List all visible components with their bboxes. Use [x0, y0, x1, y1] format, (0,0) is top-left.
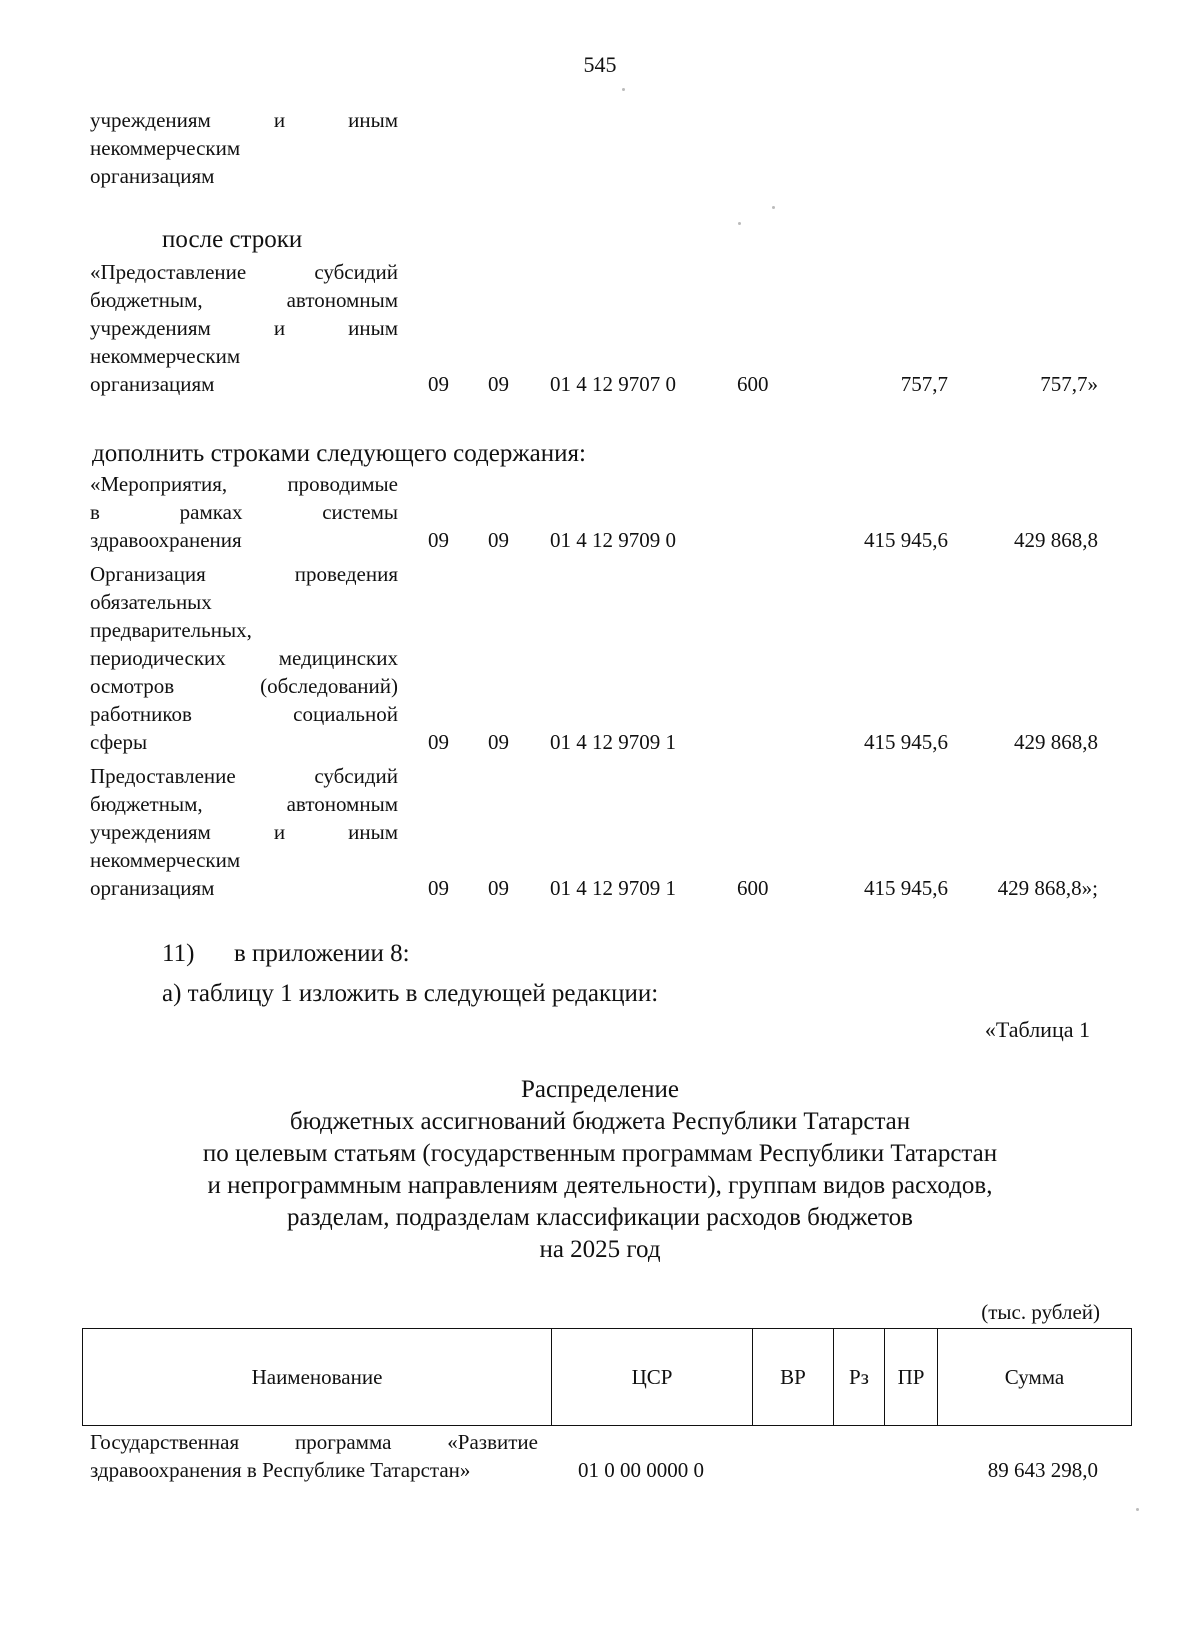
sum-2026-cell: 429 868,8 — [1014, 730, 1098, 754]
page-number: 545 — [583, 52, 617, 77]
add-rows-intro: дополнить строками следующего содержания: — [92, 440, 586, 467]
csr-cell: 01 4 12 9709 1 — [550, 730, 676, 754]
csr-cell: 01 4 12 9709 0 — [550, 528, 676, 552]
after-row-name — [90, 258, 398, 398]
header-rz: Рз — [834, 1329, 885, 1426]
header-pr: ПР — [885, 1329, 938, 1426]
name-line: «Мероприятия, проводимые — [90, 472, 398, 496]
name-line: некоммерческим — [90, 344, 241, 368]
rz-cell: 09 — [428, 876, 449, 900]
name-line: некоммерческим — [90, 848, 241, 872]
name-line: периодических медицинских — [90, 646, 398, 670]
sum-2025-cell: 415 945,6 — [864, 528, 948, 552]
scan-speck — [1136, 1508, 1139, 1511]
vr-cell: 600 — [737, 876, 769, 900]
scan-speck — [622, 88, 625, 91]
sum-2025-cell: 415 945,6 — [864, 876, 948, 900]
name-line: здравоохранения в Республике Татарстан» — [90, 1458, 471, 1482]
item-a-text: а) таблицу 1 изложить в следующей редакции: — [162, 980, 659, 1007]
program-row-name — [90, 1428, 538, 1484]
sum-2025-cell: 415 945,6 — [864, 730, 948, 754]
name-line: Государственная программа «Развитие — [90, 1430, 538, 1454]
pr-cell: 09 — [488, 528, 509, 552]
name-line: предварительных, — [90, 618, 252, 642]
name-line: учреждениям и иным — [90, 820, 398, 844]
title-line: Распределение — [521, 1076, 679, 1103]
scan-speck — [738, 222, 741, 225]
name-line: в рамках системы — [90, 500, 398, 524]
name-line: бюджетным, автономным — [90, 288, 398, 312]
pr-cell: 09 — [488, 876, 509, 900]
cont-row-name — [90, 106, 398, 190]
table-title — [80, 1074, 1120, 1266]
new-row-1-name — [90, 560, 398, 756]
rz-cell: 09 — [428, 528, 449, 552]
table-header — [82, 1328, 1132, 1426]
name-line: учреждениям и иным — [90, 108, 398, 132]
pr-cell: 09 — [488, 730, 509, 754]
csr-cell: 01 4 12 9707 0 — [550, 372, 676, 396]
sum-2026-cell: 429 868,8 — [1014, 528, 1098, 552]
header-name: Наименование — [83, 1329, 552, 1426]
name-line: Организация проведения — [90, 562, 398, 586]
name-line: организациям — [90, 876, 215, 900]
item-11-number: 11) — [162, 940, 195, 967]
title-line: на 2025 год — [539, 1236, 661, 1263]
name-line: обязательных — [90, 590, 212, 614]
header-sum: Сумма — [938, 1329, 1132, 1426]
name-line: сферы — [90, 730, 148, 754]
rz-cell: 09 — [428, 372, 449, 396]
name-line: некоммерческим — [90, 136, 241, 160]
sum-2026-cell: 429 868,8»; — [997, 876, 1098, 900]
csr-cell: 01 4 12 9709 1 — [550, 876, 676, 900]
title-line: по целевым статьям (государственным программам Республики Татарстан — [202, 1140, 998, 1167]
name-line: здравоохранения — [90, 528, 242, 552]
name-line: работников социальной — [90, 702, 398, 726]
name-line: осмотров (обследований) — [90, 674, 398, 698]
vr-cell: 600 — [737, 372, 769, 396]
title-line: бюджетных ассигнований бюджета Республики Татарстан — [289, 1108, 911, 1135]
header-csr: ЦСР — [552, 1329, 753, 1426]
item-11-text: в приложении 8: — [234, 940, 410, 967]
name-line: организациям — [90, 164, 215, 188]
rz-cell: 09 — [428, 730, 449, 754]
program-csr-cell: 01 0 00 0000 0 — [578, 1458, 704, 1482]
program-sum-cell: 89 643 298,0 — [987, 1458, 1098, 1482]
pr-cell: 09 — [488, 372, 509, 396]
new-row-0-name — [90, 470, 398, 554]
name-line: учреждениям и иным — [90, 316, 398, 340]
units-label: (тыс. рублей) — [981, 1300, 1100, 1324]
scan-speck — [772, 206, 775, 209]
after-row-intro: после строки — [162, 226, 303, 253]
name-line: Предоставление субсидий — [90, 764, 398, 788]
title-line: разделам, подразделам классификации расходов бюджетов — [287, 1204, 913, 1231]
name-line: организациям — [90, 372, 215, 396]
name-line: «Предоставление субсидий — [90, 260, 398, 284]
table-label: «Таблица 1 — [984, 1017, 1090, 1042]
title-line: и непрограммным направлениям деятельности), группам видов расходов, — [207, 1172, 993, 1199]
header-vr: ВР — [753, 1329, 834, 1426]
sum-2025-cell: 757,7 — [900, 372, 948, 396]
sum-2026-cell: 757,7» — [1040, 372, 1098, 396]
new-row-2-name — [90, 762, 398, 902]
name-line: бюджетным, автономным — [90, 792, 398, 816]
